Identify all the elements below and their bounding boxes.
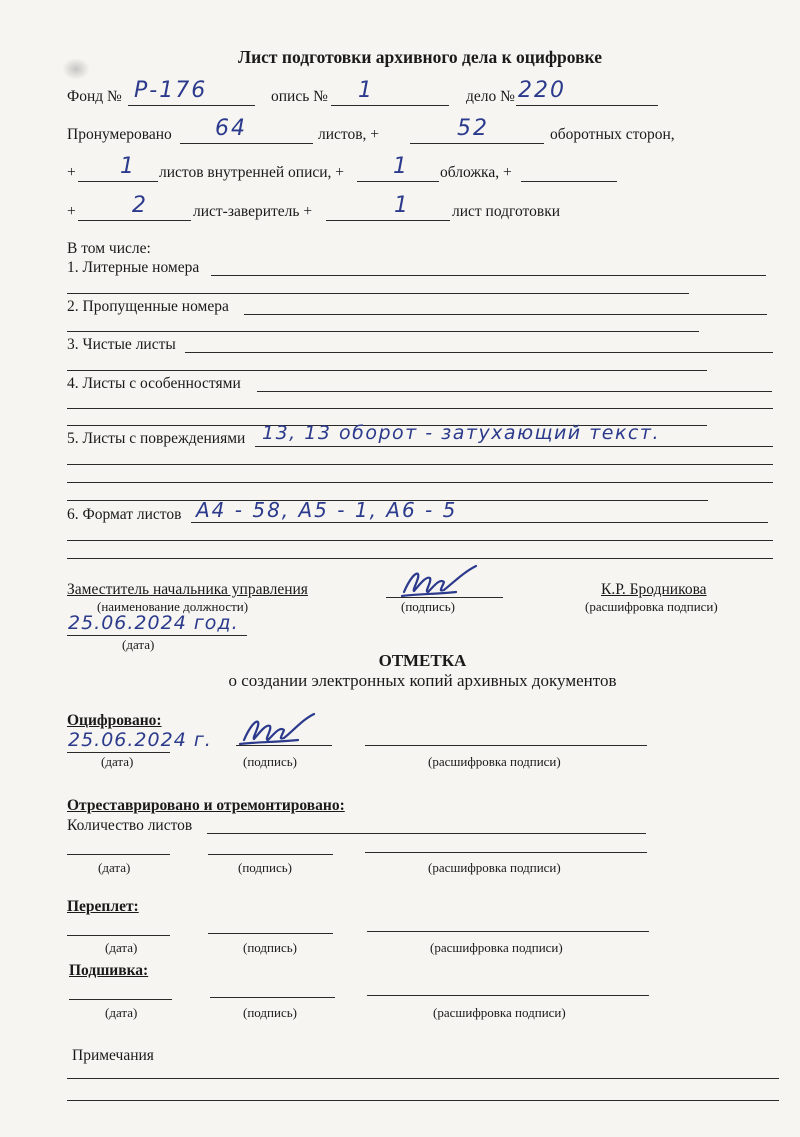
digitized-date: 25.06.2024 г. <box>68 729 212 751</box>
digitized-date-caption: (дата) <box>101 754 134 769</box>
inner-inventory-value: 1 <box>120 154 136 179</box>
reverse-label: оборотных сторон, <box>550 126 675 143</box>
prep-sheet-value: 1 <box>394 193 410 218</box>
binding-signature-caption: (подпись) <box>243 940 297 955</box>
literal-numbers-label: 1. Литерные номера <box>67 259 200 276</box>
opis-number: 1 <box>358 78 374 103</box>
approver-position: Заместитель начальника управления <box>67 581 308 598</box>
stitching-date-caption: (дата) <box>105 1005 138 1020</box>
restored-date-caption: (дата) <box>98 860 131 875</box>
certificate-label: лист-заверитель + <box>193 203 313 220</box>
signature-caption: (подпись) <box>401 599 455 614</box>
blank-sheets-label: 3. Чистые листы <box>67 336 176 353</box>
notes-label: Примечания <box>72 1047 154 1064</box>
mark-title: ОТМЕТКА <box>378 651 467 670</box>
sheet-format-label: 6. Формат листов <box>67 506 182 523</box>
damaged-sheets-label: 5. Листы с повреждениями <box>67 430 246 447</box>
approver-signature <box>398 564 488 604</box>
mark-subtitle: о создании электронных копий архивных документов <box>228 671 617 690</box>
opis-label: опись № <box>271 88 328 105</box>
numbered-label: Пронумеровано <box>67 126 172 143</box>
restored-name-caption: (расшифровка подписи) <box>428 860 561 875</box>
inner-inventory-label: листов внутренней описи, + <box>159 164 345 181</box>
sheets-label: листов, + <box>318 126 380 143</box>
binding-date-caption: (дата) <box>105 940 138 955</box>
details-intro: В том числе: <box>67 240 151 257</box>
fond-label: Фонд № <box>67 88 122 105</box>
stitching-label: Подшивка: <box>69 962 149 979</box>
sheet-format-value: А4 - 58, А5 - 1, А6 - 5 <box>196 498 458 522</box>
certificate-value: 2 <box>132 193 148 218</box>
cover-value: 1 <box>393 154 409 179</box>
binding-label: Переплет: <box>67 898 139 915</box>
digitized-signature <box>238 710 320 750</box>
stitching-name-caption: (расшифровка подписи) <box>433 1005 566 1020</box>
restored-count-label: Количество листов <box>67 817 193 834</box>
name-caption: (расшифровка подписи) <box>585 599 718 614</box>
plus-1: + <box>67 164 76 181</box>
stitching-signature-caption: (подпись) <box>243 1005 297 1020</box>
restored-label: Отреставрировано и отремонтировано: <box>67 797 345 814</box>
cover-label: обложка, + <box>440 164 512 181</box>
numbered-value: 64 <box>215 116 247 141</box>
approval-date: 25.06.2024 год. <box>68 612 239 634</box>
digitized-signature-caption: (подпись) <box>243 754 297 769</box>
plus-2: + <box>67 203 76 220</box>
delo-number: 220 <box>518 78 566 103</box>
prep-sheet-label: лист подготовки <box>452 203 561 220</box>
digitized-label: Оцифровано: <box>67 712 162 729</box>
position-caption: (наименование должности) <box>97 599 249 614</box>
binding-name-caption: (расшифровка подписи) <box>430 940 563 955</box>
missing-numbers-label: 2. Пропущенные номера <box>67 298 229 315</box>
damaged-sheets-value: 13, 13 оборот - затухающий текст. <box>262 422 660 444</box>
digitized-name-caption: (расшифровка подписи) <box>428 754 561 769</box>
special-sheets-label: 4. Листы с особенностями <box>67 375 241 392</box>
fond-number: Р-176 <box>134 78 208 103</box>
document-title: Лист подготовки архивного дела к оцифровке <box>238 47 602 67</box>
delo-label: дело № <box>466 88 515 105</box>
restored-signature-caption: (подпись) <box>238 860 292 875</box>
approver-name: К.Р. Бродникова <box>601 581 707 598</box>
date-caption: (дата) <box>122 637 155 652</box>
reverse-value: 52 <box>457 116 489 141</box>
